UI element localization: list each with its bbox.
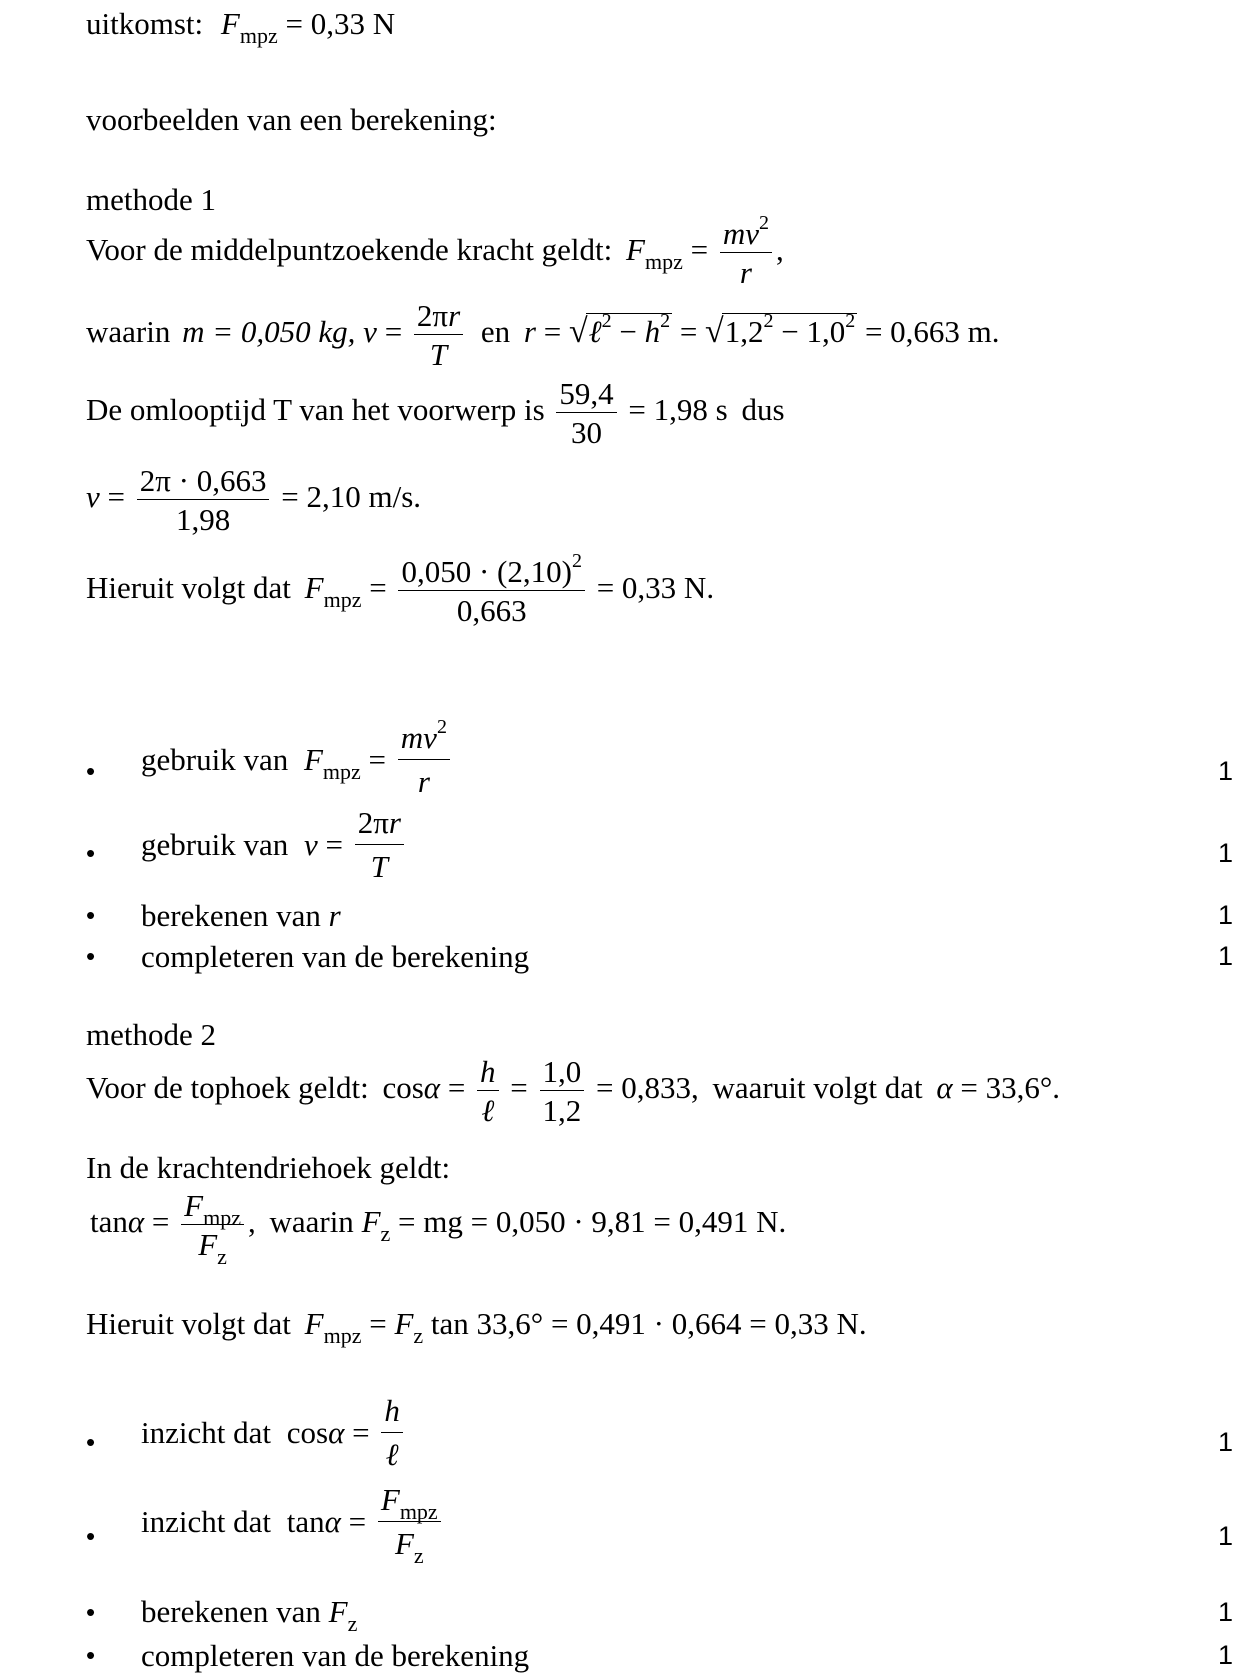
criterion-points: 1 [1218, 756, 1234, 786]
methode2-line4: Hieruit volgt dat $F_{mpz} = F_z$ tan 33,6° = 0,491 · 0,664 = 0,33 N. [86, 1306, 867, 1348]
criterion-item: berekenen van r [141, 898, 341, 933]
fraction-mv2-r: $\frac{mv^2}{r}$ [720, 218, 772, 288]
criterion-points: 1 [1218, 941, 1234, 971]
intro-text: voorbeelden van een berekening: [86, 102, 497, 137]
criterion-points: 1 [1218, 838, 1234, 868]
uitkomst-value: = 0,33 N [285, 6, 396, 41]
bullet-icon: • [86, 838, 96, 868]
criterion-item: inzicht dat tanα = $\frac{F_{mpz}}{F_z}$ [141, 1482, 445, 1562]
criterion-item: inzicht dat cosα = $\frac{h}{\text{ℓ}}$ [141, 1393, 407, 1473]
fraction-force: $\frac{0,050 \cdot (2,10)^2}{0,663}$ [398, 556, 584, 626]
methode2-line1: Voor de tophoek geldt: cosα = $\frac{h}{\text{ℓ}}$ = $\frac{1,0}{1,2}$ = 0,833, waaruit volgt dat α = 33,6°. [86, 1054, 1060, 1128]
fraction-velocity: $\frac{2\pi \cdot 0,663}{1,98}$ [137, 465, 270, 535]
uitkomst-line: uitkomst: $F_{mpz} = 0,33$ N [86, 6, 396, 48]
methode2-line2: In de krachtendriehoek geldt: [86, 1150, 451, 1185]
criterion-item: completeren van de berekening [141, 1638, 530, 1673]
fraction-2pir-T: $\frac{2\pi r}{T}$ [414, 300, 463, 370]
criterion-points: 1 [1218, 900, 1234, 930]
methode1-line1: Voor de middelpuntzoekende kracht geldt: $F_{mpz}$ = $\frac{mv^2}{r}$ , [86, 212, 784, 290]
criterion-points: 1 [1218, 1521, 1234, 1551]
criterion-item: gebruik van $F_{mpz}$ = $\frac{mv^2}{r}$ [141, 720, 454, 800]
methode1-line4: v = $\frac{2\pi \cdot 0,663}{1,98}$ = 2,10 m/s. [86, 463, 422, 537]
bullet-icon: • [86, 900, 96, 930]
bullet-icon: • [86, 756, 96, 786]
criterion-item: gebruik van v = $\frac{2\pi r}{T}$ [141, 805, 408, 885]
uitkomst-label: uitkomst: [86, 6, 204, 41]
bullet-icon: • [86, 1597, 96, 1627]
fraction-cos: $\frac{1,0}{1,2}$ [540, 1056, 585, 1126]
criterion-item: berekenen van $F_z$ [141, 1594, 358, 1636]
bullet-icon: • [86, 941, 96, 971]
methode1-heading: methode 1 [86, 182, 216, 217]
criterion-item: completeren van de berekening [141, 939, 530, 974]
bullet-icon: • [86, 1640, 96, 1670]
fraction-omloop: $\frac{59,4}{30}$ [556, 378, 616, 448]
methode1-line3: De omlooptijd T van het voorwerp is $\frac{59,4}{30}$ = 1,98 s dus [86, 376, 785, 450]
criterion-points: 1 [1218, 1427, 1234, 1457]
criterion-points: 1 [1218, 1640, 1234, 1670]
methode1-line5: Hieruit volgt dat $F_{mpz}$ = $\frac{0,050 \cdot (2,10)^2}{0,663}$ = 0,33 N. [86, 550, 715, 628]
methode2-heading: methode 2 [86, 1017, 216, 1052]
bullet-icon: • [86, 1521, 96, 1551]
methode1-line2: waarin m = 0,050 kg, v = $\frac{2\pi r}{T}$ en r = √ℓ$^2$ − $h^2 = √1,2^2 - 1,0^2 = 0,663$ m. [86, 298, 1000, 372]
methode2-line3: tanα = $\frac{F_{mpz}}{F_z}$ , waarin $F_z$ = mg = 0,050 · 9,81 = 0,491 N. [90, 1188, 787, 1269]
criterion-points: 1 [1218, 1597, 1234, 1627]
bullet-icon: • [86, 1427, 96, 1457]
